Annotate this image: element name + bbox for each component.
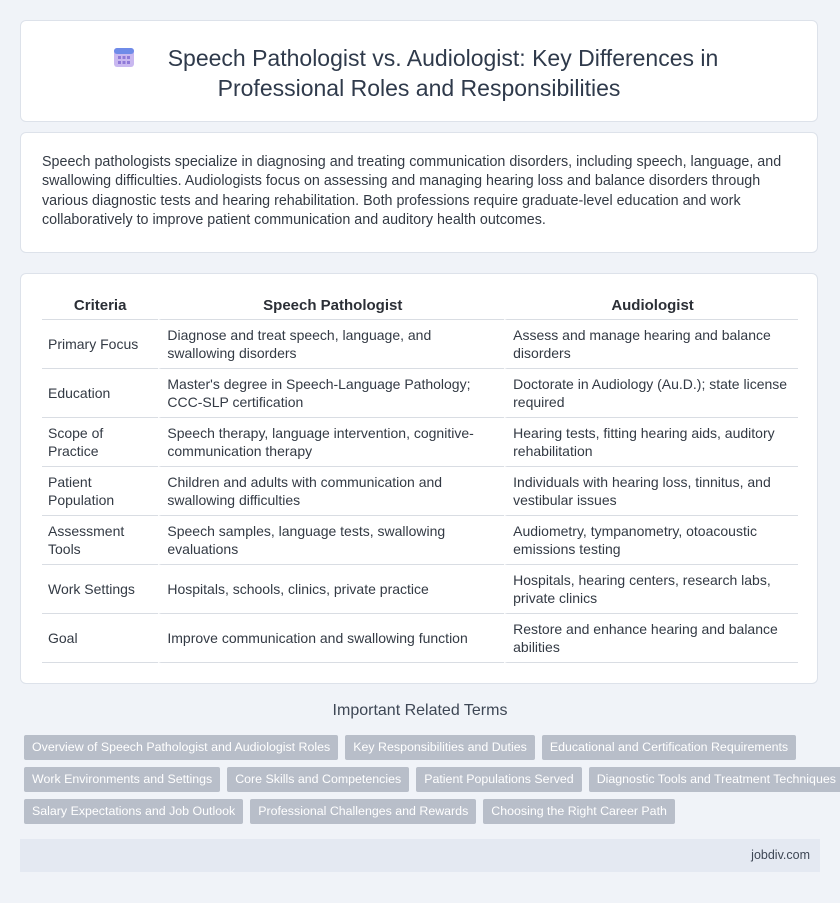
table-cell: Doctorate in Audiology (Au.D.); state license required [504,369,798,418]
title-card [20,20,818,122]
header-criteria: Criteria [42,292,158,320]
table-cell: Audiometry, tympanometry, otoacoustic emissions testing [504,516,798,565]
table-cell: Goal [42,614,158,663]
page-title-line2: Professional Roles and Responsibilities [217,75,621,101]
table-row [42,614,798,663]
footer [20,839,820,872]
table-cell: Hospitals, hearing centers, research labs, private clinics [504,565,798,614]
related-term-link[interactable]: Key Responsibilities and Duties [345,735,535,760]
table-cell: Hearing tests, fitting hearing aids, auditory rehabilitation [504,418,798,467]
intro-text: Speech pathologists specialize in diagnosing and treating communication disorders, including speech, language, and swallowing difficulties. Audiologists focus on assessing and managing hearing loss and balance disorders through various diagnostic tests and hearing rehabilitation. Both professions require graduate-level education and work collaboratively to improve patient communication and auditory health outcomes. [42,154,782,229]
header-speech-pathologist: Speech Pathologist [158,292,504,320]
footer-site-link[interactable]: jobdiv.com [751,848,810,862]
table-cell: Work Settings [42,565,158,614]
table-cell: Children and adults with communication and swallowing difficulties [158,467,504,516]
intro-card [20,132,818,253]
table-cell: Speech therapy, language intervention, cognitive-communication therapy [158,418,504,467]
table-cell: Improve communication and swallowing function [158,614,504,663]
table-row [42,516,798,565]
table-row [42,369,798,418]
table-cell: Patient Population [42,467,158,516]
tag-row [24,767,836,792]
table-cell: Individuals with hearing loss, tinnitus, and vestibular issues [504,467,798,516]
related-term-link[interactable]: Diagnostic Tools and Treatment Techniques [589,767,840,792]
table-row [42,565,798,614]
related-term-link[interactable]: Educational and Certification Requirements [542,735,796,760]
related-terms-list [24,735,836,831]
table-cell: Primary Focus [42,320,158,369]
table-cell: Master's degree in Speech-Language Pathology; CCC-SLP certification [158,369,504,418]
related-term-link[interactable]: Core Skills and Competencies [227,767,409,792]
related-term-link[interactable]: Professional Challenges and Rewards [250,799,476,824]
related-term-link[interactable]: Overview of Speech Pathologist and Audiologist Roles [24,735,338,760]
table-row [42,467,798,516]
related-term-link[interactable]: Choosing the Right Career Path [483,799,675,824]
table-cell: Education [42,369,158,418]
related-term-link[interactable]: Salary Expectations and Job Outlook [24,799,243,824]
comparison-table [42,292,798,663]
page-title [21,43,817,103]
table-row [42,320,798,369]
comparison-card [20,273,818,684]
related-term-link[interactable]: Work Environments and Settings [24,767,220,792]
table-row [42,418,798,467]
table-cell: Speech samples, language tests, swallowing evaluations [158,516,504,565]
related-term-link[interactable]: Patient Populations Served [416,767,581,792]
table-cell: Assessment Tools [42,516,158,565]
table-cell: Diagnose and treat speech, language, and swallowing disorders [158,320,504,369]
table-header-row [42,292,798,320]
tag-row [24,735,824,760]
tag-row [24,799,824,824]
table-cell: Scope of Practice [42,418,158,467]
table-cell: Assess and manage hearing and balance disorders [504,320,798,369]
related-terms-heading: Important Related Terms [332,702,508,719]
header-audiologist: Audiologist [504,292,798,320]
table-cell: Restore and enhance hearing and balance abilities [504,614,798,663]
table-cell: Hospitals, schools, clinics, private practice [158,565,504,614]
page-title-line1: Speech Pathologist vs. Audiologist: Key Differences in [167,45,719,71]
